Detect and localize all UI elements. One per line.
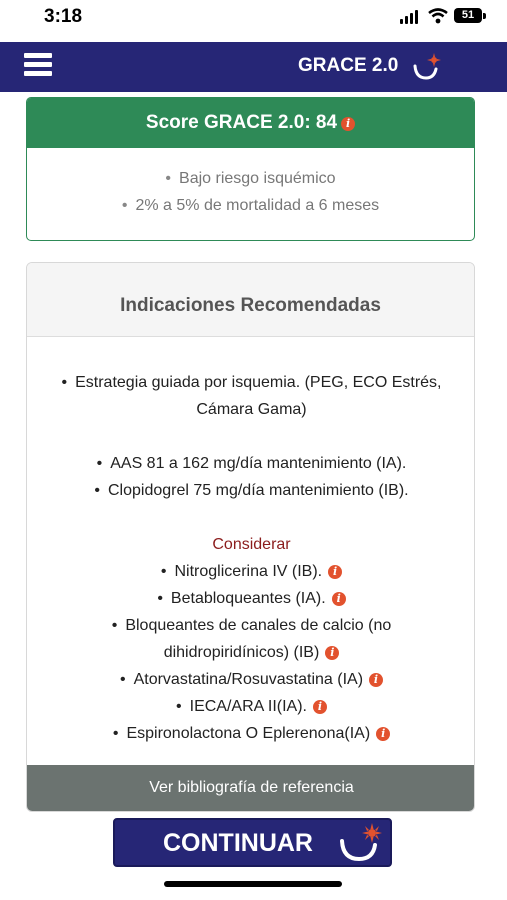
- grace-logo-icon: [337, 823, 383, 865]
- consider-text: Bloqueantes de canales de calcio (no: [125, 617, 392, 634]
- list-item: • 2% a 5% de mortalidad a 6 meses: [27, 197, 474, 224]
- indications-body: [27, 337, 474, 767]
- consider-text: Espironolactona O Eplerenona(IA): [126, 725, 371, 742]
- info-icon[interactable]: i: [369, 673, 383, 687]
- consider-text: Nitroglicerina IV (IB).: [174, 563, 323, 580]
- consider-item-cont: [27, 644, 475, 662]
- med-item-clopidogrel: • Clopidogrel 75 mg/día mantenimiento (IB).: [27, 482, 475, 500]
- indications-card: [26, 262, 475, 812]
- score-info-icon[interactable]: i: [341, 117, 355, 131]
- consider-item: [27, 563, 475, 581]
- list-item: • Bajo riesgo isquémico: [27, 170, 474, 197]
- consider-text: Atorvastatina/Rosuvastatina (IA): [133, 671, 364, 688]
- consider-item: [27, 671, 475, 689]
- status-bar: [0, 0, 507, 42]
- consider-item: [27, 590, 475, 608]
- continue-button[interactable]: [113, 818, 392, 867]
- info-icon[interactable]: i: [328, 565, 342, 579]
- score-header: [27, 98, 474, 148]
- info-icon[interactable]: i: [376, 727, 390, 741]
- bibliography-link[interactable]: Ver bibliografía de referencia: [27, 765, 475, 811]
- info-icon[interactable]: i: [325, 646, 339, 660]
- battery-tip: [483, 13, 486, 19]
- hamburger-menu-icon[interactable]: [24, 53, 52, 79]
- med-item-aas: • AAS 81 a 162 mg/día mantenimiento (IA).: [27, 455, 475, 473]
- consider-text: dihidropiridínicos) (IB): [163, 644, 320, 661]
- strategy-line-1: • Estrategia guiada por isquemia. (PEG, ECO Estrés,: [27, 374, 475, 392]
- info-icon[interactable]: i: [313, 700, 327, 714]
- status-time: 3:18: [44, 6, 83, 27]
- home-indicator: [164, 881, 342, 887]
- score-result-list: [27, 148, 474, 224]
- battery-icon: 51: [454, 8, 482, 23]
- consider-text: IECA/ARA II(IA).: [189, 698, 307, 715]
- app-brand-title: GRACE 2.0: [298, 55, 399, 76]
- cellular-signal-icon: [400, 10, 420, 24]
- consider-item: [27, 617, 475, 635]
- consider-item: [27, 698, 475, 716]
- consider-label: Considerar: [212, 536, 291, 553]
- continue-label: CONTINUAR: [163, 829, 313, 857]
- score-card: [26, 97, 475, 241]
- consider-text: Betabloqueantes (IA).: [170, 590, 326, 607]
- grace-logo-icon: [410, 52, 442, 84]
- score-title: Score GRACE 2.0: 84: [145, 112, 338, 133]
- consider-item: [27, 725, 475, 743]
- info-icon[interactable]: i: [332, 592, 346, 606]
- indications-title: Indicaciones Recomendadas: [27, 263, 474, 337]
- strategy-line-2: Cámara Gama): [196, 401, 307, 418]
- top-navbar: [0, 42, 507, 92]
- wifi-icon: [428, 8, 448, 24]
